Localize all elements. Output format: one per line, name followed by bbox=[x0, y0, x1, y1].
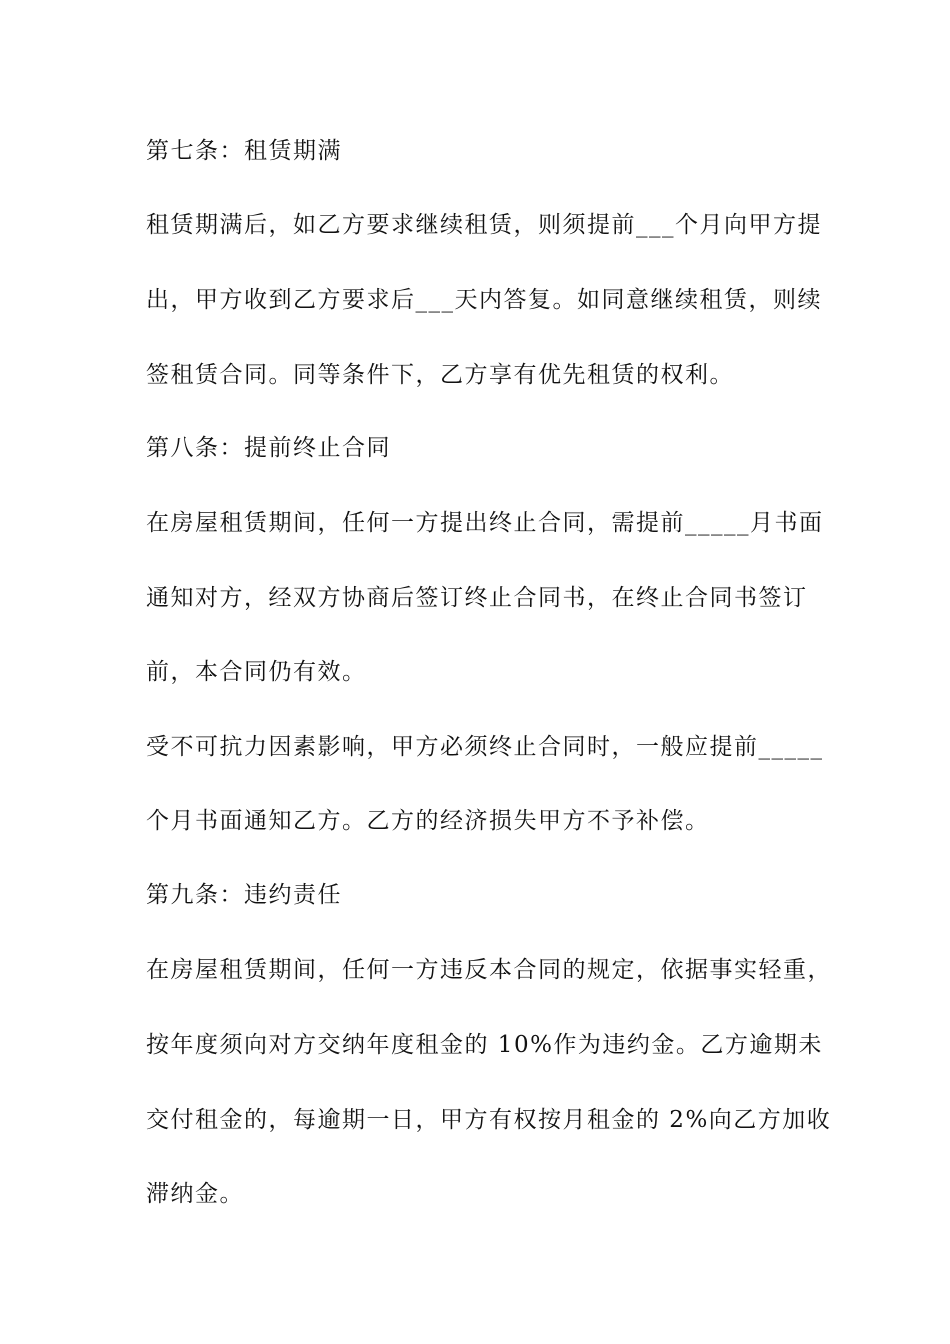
paragraph-line: 前，本合同仍有效。 bbox=[146, 659, 367, 685]
paragraph-line: 租赁期满后，如乙方要求继续租赁，则须提前___个月向甲方提 bbox=[146, 212, 822, 238]
paragraph-line: 在房屋租赁期间，任何一方违反本合同的规定，依据事实轻重， bbox=[146, 957, 832, 983]
paragraph-line: 个月书面通知乙方。乙方的经济损失甲方不予补偿。 bbox=[146, 808, 710, 834]
heading-article-8: 第八条：提前终止合同 bbox=[146, 435, 391, 461]
paragraph-line: 按年度须向对方交纳年度租金的 10%作为违约金。乙方逾期未 bbox=[146, 1032, 823, 1058]
paragraph-line: 签租赁合同。同等条件下，乙方享有优先租赁的权利。 bbox=[146, 362, 734, 388]
paragraph-line: 滞纳金。 bbox=[146, 1181, 244, 1207]
paragraph-line: 出，甲方收到乙方要求后___天内答复。如同意继续租赁，则续 bbox=[146, 287, 822, 313]
heading-article-7: 第七条：租赁期满 bbox=[146, 138, 342, 164]
heading-article-9: 第九条：违约责任 bbox=[146, 882, 342, 908]
paragraph-line: 在房屋租赁期间，任何一方提出终止合同，需提前_____月书面 bbox=[146, 510, 824, 536]
paragraph-line: 受不可抗力因素影响，甲方必须终止合同时，一般应提前_____ bbox=[146, 734, 824, 760]
paragraph-line: 通知对方，经双方协商后签订终止合同书，在终止合同书签订 bbox=[146, 585, 808, 611]
paragraph-line: 交付租金的，每逾期一日，甲方有权按月租金的 2%向乙方加收 bbox=[146, 1107, 832, 1133]
